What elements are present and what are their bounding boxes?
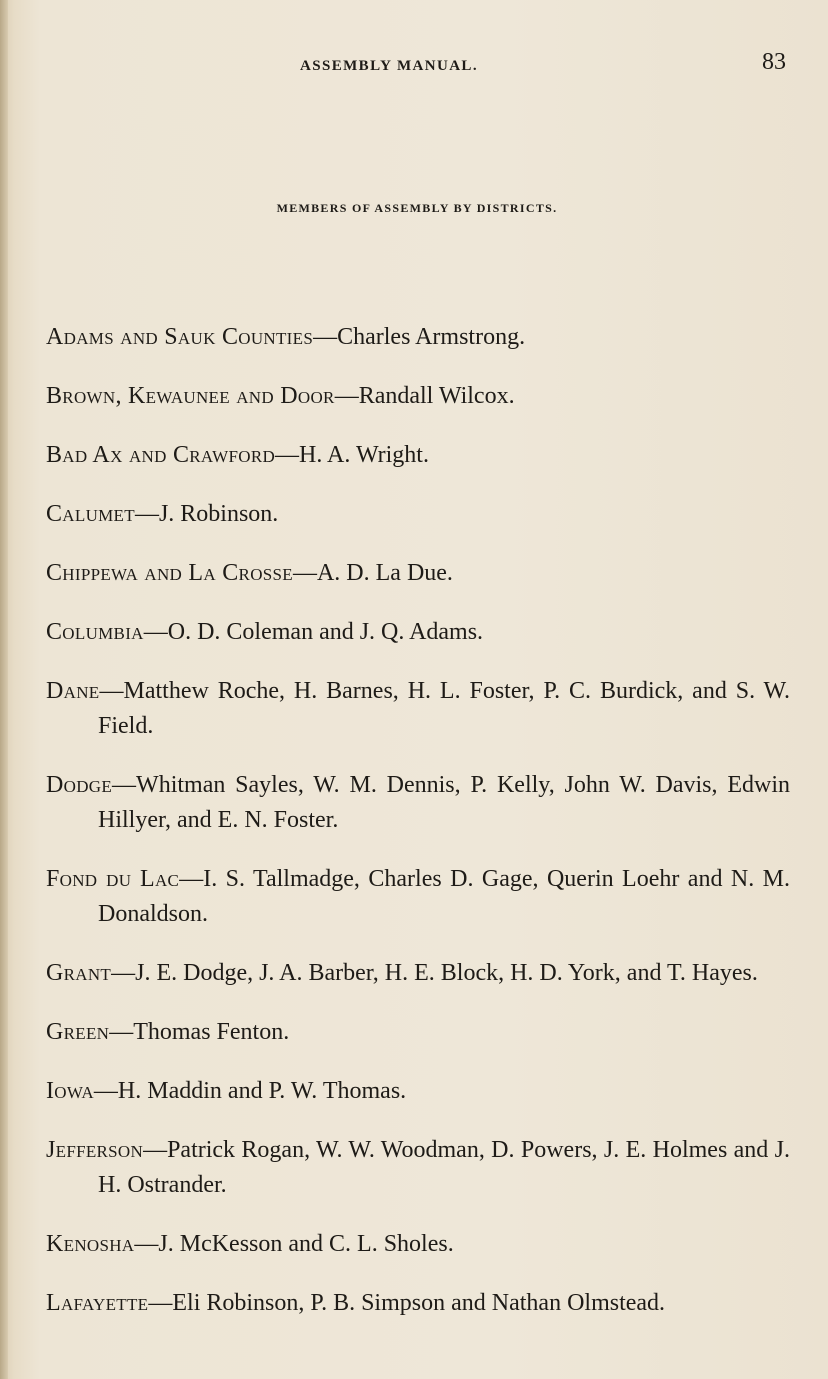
section-heading: MEMBERS OF ASSEMBLY BY DISTRICTS.: [276, 201, 558, 215]
district-name: Iowa: [46, 1078, 94, 1104]
district-entry: [46, 497, 790, 532]
district-entry: [46, 556, 790, 591]
district-name: Green: [46, 1019, 110, 1045]
district-members: Eli Robinson, P. B. Simpson and Nathan Olmstead.: [172, 1290, 666, 1316]
district-members: Randall Wilcox.: [358, 383, 515, 409]
district-entry: [46, 1286, 790, 1321]
district-members: H. Maddin and P. W. Thomas.: [117, 1078, 407, 1104]
district-members: Thomas Fenton.: [133, 1019, 290, 1045]
district-name: Lafayette: [46, 1290, 149, 1316]
district-name: Grant: [46, 960, 112, 986]
district-entry: [46, 674, 790, 744]
district-members: Patrick Rogan, W. W. Woodman, D. Powers, J. E. Holmes and J. H. Ostrander.: [98, 1137, 790, 1198]
district-members: Charles Armstrong.: [337, 324, 526, 350]
district-name: Chippewa and La Crosse: [46, 560, 293, 586]
district-members: J. Robinson.: [158, 501, 279, 527]
district-entry: [46, 379, 790, 414]
district-members: I. S. Tallmadge, Charles D. Gage, Querin Loehr and N. M. Donaldson.: [98, 866, 791, 927]
district-members: J. McKesson and C. L. Sholes.: [158, 1231, 454, 1257]
district-entry: [46, 862, 790, 932]
page-number: 83: [762, 49, 786, 75]
district-name: Fond du Lac: [46, 866, 180, 892]
district-entry: [46, 956, 790, 991]
district-members: A. D. La Due.: [316, 560, 453, 586]
district-entry: [46, 615, 790, 650]
district-entry: [46, 1015, 790, 1050]
district-name: Calumet: [46, 501, 135, 527]
district-name: Kenosha: [46, 1231, 135, 1257]
district-entry: [46, 1133, 790, 1203]
district-members: J. E. Dodge, J. A. Barber, H. E. Block, H. D. York, and T. Hayes.: [135, 960, 758, 986]
district-members: Whitman Sayles, W. M. Dennis, P. Kelly, John W. Davis, Edwin Hillyer, and E. N. Foster.: [98, 772, 790, 833]
district-name: Bad Ax and Crawford: [46, 442, 276, 468]
district-entry: [46, 1074, 790, 1109]
district-name: Jefferson: [46, 1137, 144, 1163]
district-entry: [46, 320, 790, 355]
district-list: [46, 296, 790, 1343]
district-name: Dodge: [46, 772, 113, 798]
district-name: Dane: [46, 678, 100, 704]
district-members: Matthew Roche, H. Barnes, H. L. Foster, P. C. Burdick, and S. W. Field.: [98, 678, 790, 739]
district-entry: [46, 1227, 790, 1262]
district-members: H. A. Wright.: [299, 442, 429, 468]
district-entry: [46, 768, 790, 838]
district-entry: [46, 438, 790, 473]
district-name: Brown, Kewaunee and Door: [46, 383, 335, 409]
running-head: [0, 49, 828, 80]
district-members: O. D. Coleman and J. Q. Adams.: [167, 619, 484, 645]
district-name: Columbia: [46, 619, 144, 645]
district-name: Adams and Sauk Counties: [46, 324, 314, 350]
running-title: ASSEMBLY MANUAL.: [300, 58, 478, 74]
